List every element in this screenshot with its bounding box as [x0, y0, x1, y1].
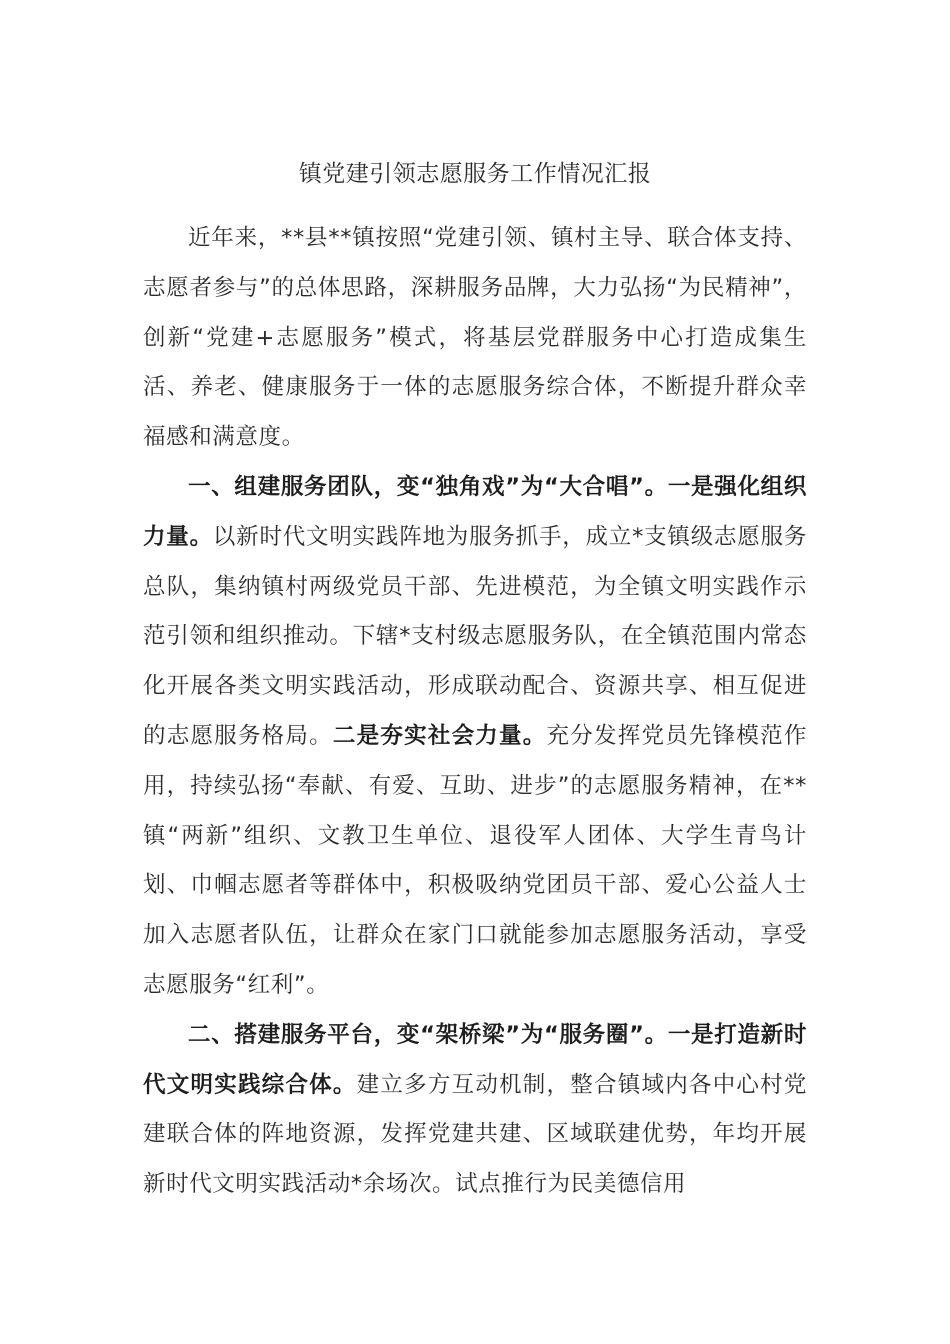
- section-1-point-1-title: 一是强化组织力量。: [143, 473, 807, 550]
- section-2-point-1-text: 建立多方互动机制，整合镇域内各中心村党建联合体的阵地资源，发挥党建共建、区域联建优势，年均开展新时代文明实践活动*余场次。试点推行为民美德信用: [143, 1071, 807, 1198]
- section-1-paragraph: [143, 463, 807, 1011]
- section-1-point-2-title: 二是夯实社会力量。: [332, 722, 547, 749]
- section-2-point-1-title: 一是打造新时代文明实践综合体。: [143, 1021, 807, 1098]
- section-2-paragraph: [143, 1011, 807, 1210]
- document-body: [143, 214, 807, 1210]
- section-1-point-1-text: 以新时代文明实践阵地为服务抓手，成立*支镇级志愿服务总队，集纳镇村两级党员干部、先进模范，为全镇文明实践作示范引领和组织推动。下辖*支村级志愿服务队，在全镇范围内常态化开展各类文明实践活动，形成联动配合、资源共享、相互促进的志愿服务格局。: [143, 523, 807, 749]
- section-1-point-2-text: 充分发挥党员先锋模范作用，持续弘扬“奉献、有爱、互助、进步”的志愿服务精神，在**镇“两新”组织、文教卫生单位、退役军人团体、大学生青鸟计划、巾帼志愿者等群体中，积极吸纳党团员干部、爱心公益人士加入志愿者队伍，让群众在家门口就能参加志愿服务活动，享受志愿服务“红利”。: [143, 722, 807, 998]
- document-title: 镇党建引领志愿服务工作情况汇报: [298, 161, 652, 187]
- section-2-heading: 二、搭建服务平台，变“架桥梁”为“服务圈”。: [188, 1021, 668, 1048]
- intro-paragraph: 近年来，**县**镇按照“党建引领、镇村主导、联合体支持、志愿者参与”的总体思路，深耕服务品牌，大力弘扬“为民精神”，创新“党建+志愿服务”模式，将基层党群服务中心打造成集生活、养老、健康服务于一体的志愿服务综合体，不断提升群众幸福感和满意度。: [143, 225, 807, 451]
- section-1-heading: 一、组建服务团队，变“独角戏”为“大合唱”。: [188, 473, 668, 500]
